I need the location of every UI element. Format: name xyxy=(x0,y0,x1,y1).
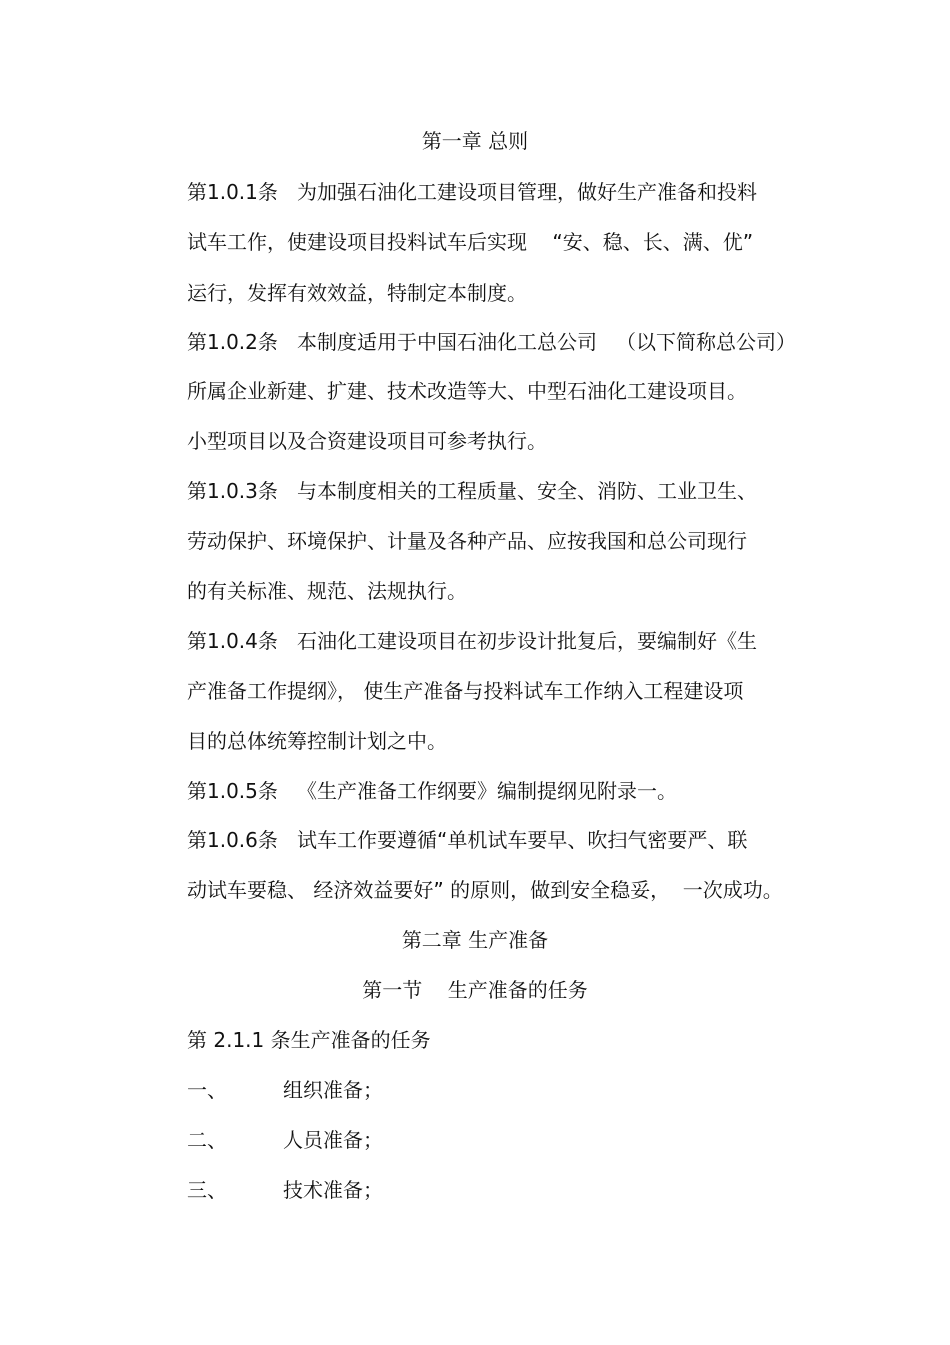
list-item-number: 三、 xyxy=(187,1178,227,1202)
article-2-1-1: 第 2.1.1 条生产准备的任务 xyxy=(187,1028,431,1052)
list-item-text: 组织准备； xyxy=(283,1078,383,1102)
section-1-title: 第一节 生产准备的任务 xyxy=(362,978,588,1002)
article-1-0-4-line-2: 产准备工作提纲》， 使生产准备与投料试车工作纳入工程建设项 xyxy=(187,679,744,703)
article-1-0-3-line-3: 的有关标准、规范、法规执行。 xyxy=(187,579,467,603)
article-1-0-2-line-1: 第1.0.2条 本制度适用于中国石油化工总公司 （以下简称总公司） xyxy=(187,330,797,354)
article-1-0-6-line-1: 第1.0.6条 试车工作要遵循“单机试车要早、吹扫气密要严、联 xyxy=(187,828,748,852)
article-1-0-2-line-2: 所属企业新建、扩建、技术改造等大、中型石油化工建设项目。 xyxy=(187,379,747,403)
list-item-text: 人员准备； xyxy=(283,1128,383,1152)
article-1-0-4-line-3: 目的总体统筹控制计划之中。 xyxy=(187,729,447,753)
list-item-number: 一、 xyxy=(187,1078,227,1102)
article-1-0-1-line-1: 第1.0.1条 为加强石油化工建设项目管理，做好生产准备和投料 xyxy=(187,180,757,204)
article-1-0-5-line-1: 第1.0.5条 《生产准备工作纲要》编制提纲见附录一。 xyxy=(187,779,677,803)
list-item-text: 技术准备； xyxy=(283,1178,383,1202)
chapter-1-title: 第一章 总则 xyxy=(421,129,529,153)
article-1-0-2-line-3: 小型项目以及合资建设项目可参考执行。 xyxy=(187,429,547,453)
list-item-number: 二、 xyxy=(187,1128,227,1152)
article-1-0-1-line-3: 运行，发挥有效效益，特制定本制度。 xyxy=(187,281,527,305)
article-1-0-4-line-1: 第1.0.4条 石油化工建设项目在初步设计批复后，要编制好《生 xyxy=(187,629,757,653)
article-1-0-3-line-2: 劳动保护、环境保护、计量及各种产品、应按我国和总公司现行 xyxy=(187,529,747,553)
article-1-0-3-line-1: 第1.0.3条 与本制度相关的工程质量、安全、消防、工业卫生、 xyxy=(187,479,757,503)
article-1-0-1-line-2: 试车工作，使建设项目投料试车后实现 “安、稳、长、满、优” xyxy=(187,230,754,254)
article-1-0-6-line-2: 动试车要稳、 经济效益要好” 的原则，做到安全稳妥， 一次成功。 xyxy=(187,878,783,902)
chapter-2-title: 第二章 生产准备 xyxy=(401,928,549,952)
